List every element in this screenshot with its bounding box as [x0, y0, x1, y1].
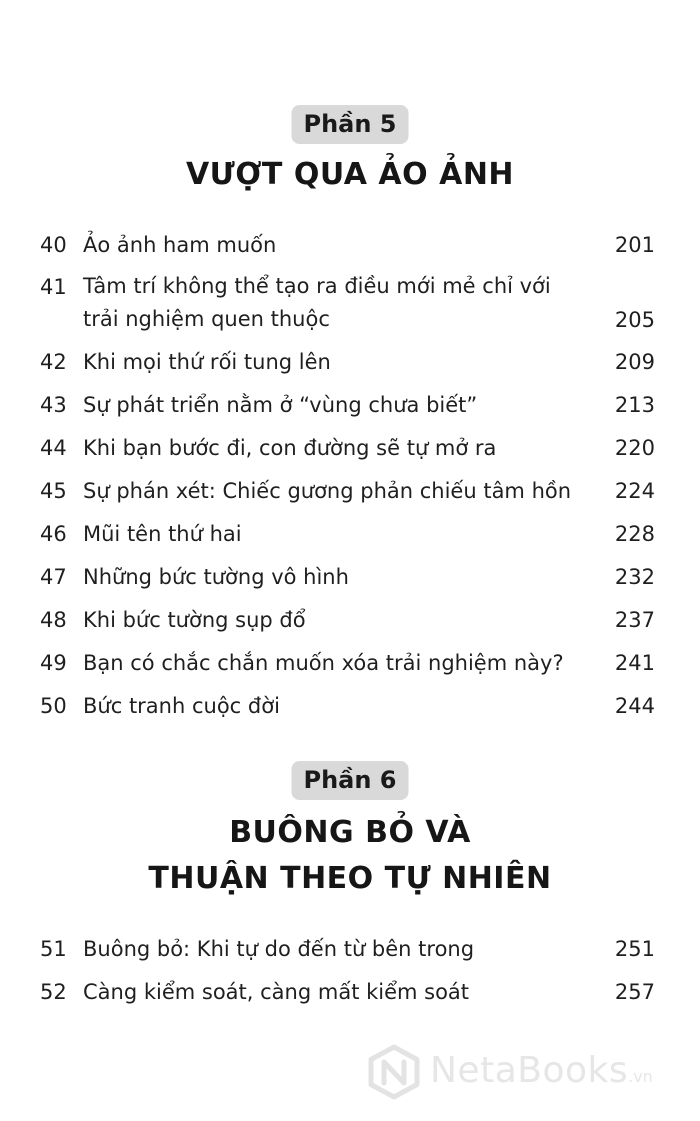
toc-entry-40[interactable]	[0, 228, 700, 262]
toc-entry-46[interactable]	[0, 517, 700, 551]
part-6-title-line-1: BUÔNG BỎ VÀ	[229, 815, 471, 850]
chapter-number: 49	[40, 651, 67, 675]
part-5-label: Phần 5	[291, 105, 408, 144]
toc-entry-41[interactable]	[0, 270, 700, 338]
chapter-number: 42	[40, 350, 67, 374]
toc-entry-50[interactable]	[0, 689, 700, 723]
part-5-title: VƯỢT QUA ẢO ẢNH	[185, 157, 515, 192]
page-number: 220	[614, 436, 655, 460]
chapter-title: Những bức tường vô hình	[83, 565, 349, 589]
chapter-title: Tâm trí không thể tạo ra điều mới mẻ chỉ với trải nghiệm quen thuộc	[83, 274, 551, 331]
toc-entry-52[interactable]	[0, 975, 700, 1009]
toc-entry-49[interactable]	[0, 646, 700, 680]
watermark	[366, 1038, 686, 1108]
chapter-number: 40	[40, 233, 67, 257]
page-number: 241	[614, 651, 655, 675]
toc-entry-48[interactable]	[0, 603, 700, 637]
chapter-number: 47	[40, 565, 67, 589]
watermark-suffix: .vn	[628, 1067, 653, 1086]
page-number: 232	[614, 565, 655, 589]
chapter-number: 46	[40, 522, 67, 546]
chapter-title: Khi bạn bước đi, con đường sẽ tự mở ra	[83, 436, 497, 460]
toc-entry-44[interactable]	[0, 431, 700, 465]
chapter-title: Sự phán xét: Chiếc gương phản chiếu tâm hồn	[83, 479, 572, 503]
watermark-brand: NetaBooks	[430, 1050, 629, 1091]
chapter-number: 43	[40, 393, 67, 417]
page-number: 224	[614, 479, 655, 503]
chapter-title: Bạn có chắc chắn muốn xóa trải nghiệm này?	[83, 651, 564, 675]
chapter-title: Khi mọi thứ rối tung lên	[83, 350, 331, 374]
chapter-number: 45	[40, 479, 67, 503]
page-number: 228	[614, 522, 655, 546]
page-number: 244	[614, 694, 655, 718]
netabooks-logo-icon	[366, 1044, 422, 1100]
page-number: 257	[614, 980, 655, 1004]
page-number: 201	[614, 233, 655, 257]
chapter-number: 44	[40, 436, 67, 460]
toc-entry-45[interactable]	[0, 474, 700, 508]
toc-entry-51[interactable]	[0, 932, 700, 966]
chapter-title: Bức tranh cuộc đời	[83, 694, 280, 718]
chapter-title: Mũi tên thứ hai	[83, 522, 242, 546]
chapter-number: 52	[40, 980, 67, 1004]
chapter-title: Ảo ảnh ham muốn	[83, 233, 277, 257]
chapter-title: Khi bức tường sụp đổ	[83, 608, 306, 632]
watermark-text	[430, 1048, 653, 1100]
toc-entry-43[interactable]	[0, 388, 700, 422]
toc-entry-42[interactable]	[0, 345, 700, 379]
chapter-number: 50	[40, 694, 67, 718]
toc-entry-47[interactable]	[0, 560, 700, 594]
chapter-number: 41	[40, 275, 67, 299]
chapter-number: 51	[40, 937, 67, 961]
chapter-title: Buông bỏ: Khi tự do đến từ bên trong	[83, 937, 475, 961]
chapter-title: Càng kiểm soát, càng mất kiểm soát	[83, 980, 470, 1004]
page-number: 205	[614, 308, 655, 332]
page-number: 237	[614, 608, 655, 632]
part-6-title-line-2: THUẬN THEO TỰ NHIÊN	[148, 861, 552, 896]
part-6-label: Phần 6	[291, 761, 408, 800]
page-number: 209	[614, 350, 655, 374]
chapter-title: Sự phát triển nằm ở “vùng chưa biết”	[83, 393, 478, 417]
page-number: 251	[614, 937, 655, 961]
page-number: 213	[614, 393, 655, 417]
chapter-number: 48	[40, 608, 67, 632]
